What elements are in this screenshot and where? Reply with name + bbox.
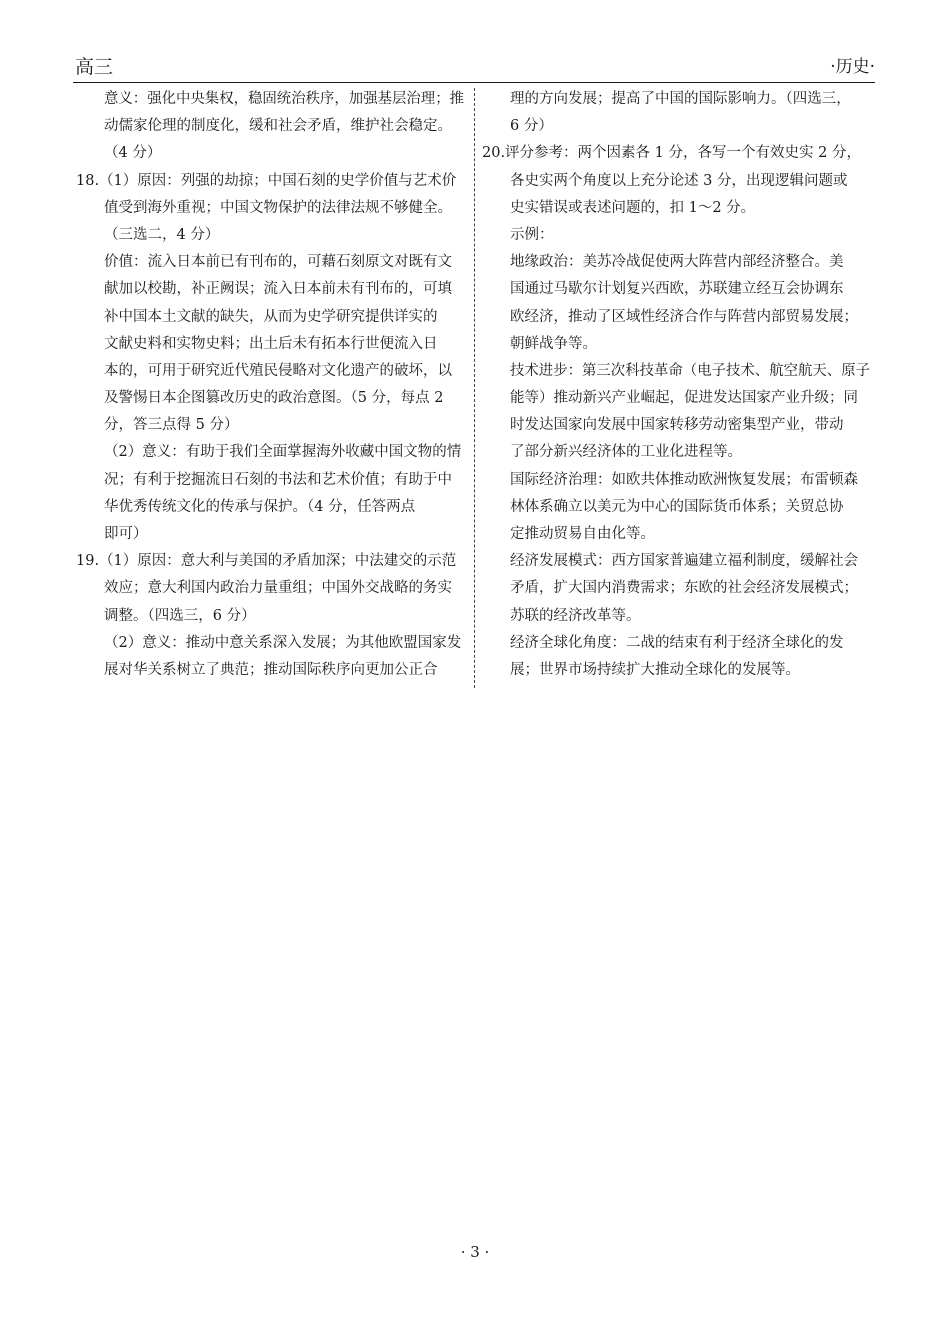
text-line: 经济全球化角度：二战的结束有利于经济全球化的发 [510, 634, 844, 651]
text-line: 展；世界市场持续扩大推动全球化的发展等。 [510, 661, 800, 678]
text-line: （4 分） [104, 145, 162, 162]
text-line: 补中国本土文献的缺失，从而为史学研究提供详实的 [104, 308, 438, 325]
text-line: 欧经济，推动了区域性经济合作与阵营内部贸易发展； [510, 308, 858, 325]
text-line: 各史实两个角度以上充分论述 3 分，出现逻辑问题或 [510, 172, 848, 189]
text-line: （2）意义：推动中意关系深入发展；为其他欧盟国家发 [104, 634, 462, 651]
header-rule [73, 82, 875, 83]
text-line: 值受到海外重视；中国文物保护的法律法规不够健全。 [104, 199, 452, 216]
text-line: 经济发展模式：西方国家普遍建立福利制度，缓解社会 [510, 553, 858, 570]
text-line: 苏联的经济改革等。 [510, 607, 641, 624]
text-line: 本的，可用于研究近代殖民侵略对文化遗产的破坏，以 [104, 362, 452, 379]
text-line: （2）意义：有助于我们全面掌握海外收藏中国文物的情 [104, 444, 462, 461]
text-line: 文献史料和实物史料；出土后未有拓本行世便流入日 [104, 335, 438, 352]
column-divider [474, 88, 475, 688]
subject-label: ·历史· [830, 57, 875, 77]
text-line: 6 分） [510, 118, 553, 135]
text-line: 18.（1）原因：列强的劫掠；中国石刻的史学价值与艺术价 [76, 172, 457, 189]
page-number: · 3 · [460, 1243, 490, 1261]
text-line: 调整。（四选三，6 分） [104, 607, 256, 624]
page-header [73, 54, 875, 80]
text-line: 理的方向发展；提高了中国的国际影响力。（四选三， [510, 91, 851, 107]
text-line: 史实错误或表述问题的，扣 1～2 分。 [510, 199, 756, 216]
text-line: 20.评分参考：两个因素各 1 分，各写一个有效史实 2 分， [482, 145, 861, 162]
text-line: 技术进步：第三次科技革命（电子技术、航空航天、原子 [510, 362, 870, 379]
text-line: 了部分新兴经济体的工业化进程等。 [510, 444, 742, 461]
grade-label: 高三 [75, 56, 114, 78]
text-line: 定推动贸易自由化等。 [510, 526, 655, 542]
text-line: 林体系确立以美元为中心的国际货币体系；关贸总协 [510, 498, 844, 515]
text-line: 效应；意大利国内政治力量重组；中国外交战略的务实 [104, 580, 452, 597]
text-line: 价值：流入日本前已有刊布的，可藉石刻原文对既有文 [104, 254, 452, 271]
right-column [482, 86, 870, 684]
text-line: 况；有利于挖掘流日石刻的书法和艺术价值；有助于中 [104, 471, 452, 488]
text-line: 及警惕日本企图篡改历史的政治意图。（5 分，每点 2 [104, 390, 444, 407]
text-line: 展对华关系树立了典范；推动国际秩序向更加公正合 [104, 661, 438, 678]
text-line: 示例： [510, 226, 554, 243]
text-line: （三选二，4 分） [104, 226, 220, 243]
left-column [76, 86, 464, 684]
text-line: 意义：强化中央集权，稳固统治秩序，加强基层治理；推 [104, 91, 464, 107]
text-line: 动儒家伦理的制度化，缓和社会矛盾，维护社会稳定。 [104, 118, 452, 135]
text-line: 能等）推动新兴产业崛起，促进发达国家产业升级；同 [510, 390, 858, 407]
text-line: 国际经济治理：如欧共体推动欧洲恢复发展；布雷顿森 [510, 471, 858, 488]
text-line: 时发达国家向发展中国家转移劳动密集型产业，带动 [510, 417, 844, 434]
text-line: 19.（1）原因：意大利与美国的矛盾加深；中法建交的示范 [76, 553, 457, 570]
text-line: 分，答三点得 5 分） [104, 417, 239, 434]
text-line: 国通过马歇尔计划复兴西欧，苏联建立经互会协调东 [510, 281, 844, 298]
text-line: 地缘政治：美苏冷战促使两大阵营内部经济整合。美 [510, 254, 844, 271]
text-line: 华优秀传统文化的传承与保护。（4 分，任答两点 [104, 498, 416, 515]
text-line: 矛盾，扩大国内消费需求；东欧的社会经济发展模式； [510, 580, 858, 597]
text-line: 朝鲜战争等。 [510, 335, 597, 352]
text-line: 献加以校勘，补正阙误；流入日本前未有刊布的，可填 [104, 281, 452, 298]
text-line: 即可） [104, 526, 148, 542]
